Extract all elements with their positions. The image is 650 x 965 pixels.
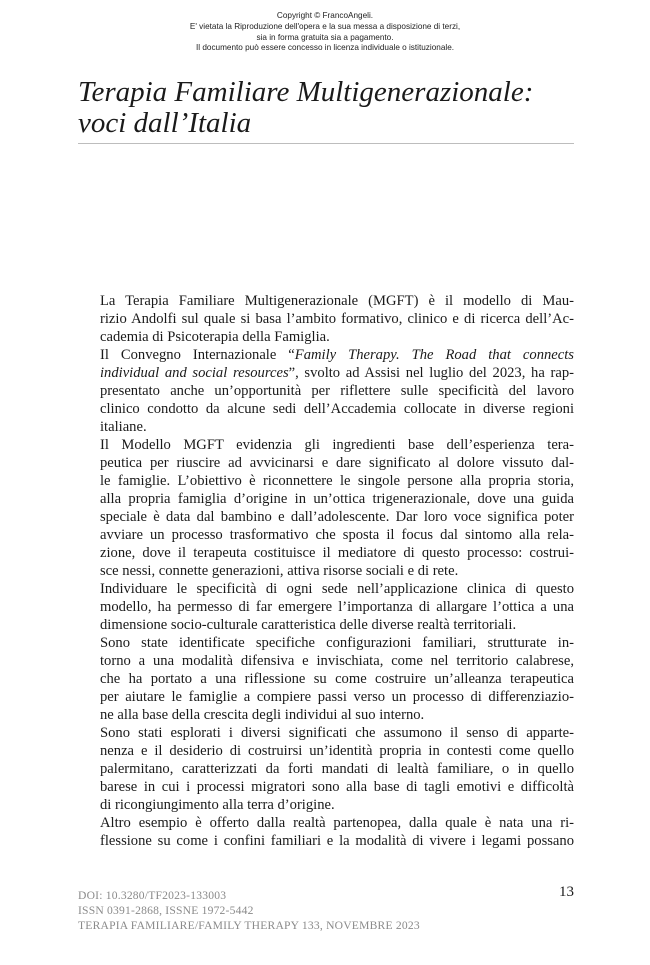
issn-line: ISSN 0391-2868, ISSNE 1972-5442 — [78, 904, 254, 917]
text-line: palermitano, caratterizzati da forti mandati di lealtà familiare, o in quello — [100, 761, 574, 777]
text-line: dimensione socio-culturale caratteristica delle diverse realtà territoriali. — [100, 617, 517, 633]
text-line: di ricongiungimento alla terra d’origine. — [100, 797, 335, 813]
copyright-line: sia in forma gratuita sia a pagamento. — [256, 32, 394, 42]
page-footer — [78, 888, 574, 933]
text-line: per aiutare le famiglie a compiere passi verso un processo di differenziazio- — [100, 689, 574, 705]
text-line: La Terapia Familiare Multigenerazionale (MGFT) è il modello di Mau- — [100, 293, 574, 309]
journal-line: TERAPIA FAMILIARE/FAMILY THERAPY 133, NOVEMBRE 2023 — [78, 919, 420, 932]
text-line: Altro esempio è offerto dalla realtà partenopea, dalla quale è nata una ri- — [100, 815, 574, 831]
text-line: Individuare le specificità di ogni sede nell’applicazione clinica di questo — [100, 581, 574, 597]
paragraph — [78, 436, 574, 580]
italic-run: individual and social resources — [100, 365, 289, 381]
doi-line: DOI: 10.3280/TF2023-133003 — [78, 889, 227, 902]
text-line: italiane. — [100, 419, 147, 435]
title-line: voci dall’Italia — [78, 107, 252, 139]
copyright-notice — [0, 11, 650, 54]
article-title — [78, 77, 578, 139]
paragraph — [78, 814, 574, 850]
italic-run: Family Therapy. The Road that connects — [294, 347, 574, 363]
text-line: avviare un processo trasformativo che sposta il focus dal sintomo alla rela- — [100, 527, 574, 543]
title-line: Terapia Familiare Multigenerazionale: — [78, 76, 534, 108]
text-line: modello, ha permesso di far emergere l’importanza di allargare l’ottica a una — [100, 599, 574, 615]
page-number: 13 — [559, 884, 574, 900]
text-line: barese in cui i processi migratori sono alla base di tagli emotivi e difficoltà — [100, 779, 574, 795]
text-line: zione, dove il terapeuta costituisce il mediatore di questo processo: costrui- — [100, 545, 574, 561]
text-line — [78, 364, 574, 382]
text-line: Sono state identificate specifiche configurazioni familiari, strutturate in- — [100, 635, 574, 651]
article-body — [78, 292, 574, 850]
paragraph — [78, 292, 574, 346]
text-run: ”, svolto ad Assisi nel luglio del 2023, ha rap- — [288, 365, 574, 381]
text-line: le famiglie. L’obiettivo è riconnettere le singole persone alla propria storia, — [100, 473, 574, 489]
paragraph — [78, 346, 574, 436]
text-line: nenza e il desiderio di costruirsi un’identità propria in contesti come quello — [100, 743, 574, 759]
text-line: clinico condotto da alcune sedi dell’Accademia collocate in diverse regioni — [100, 401, 574, 417]
text-line: peutica per riuscire ad avvicinarsi e dare significato al dolore vissuto dal- — [100, 455, 574, 471]
text-line: Sono stati esplorati i diversi significati che assumono il senso di apparte- — [100, 725, 574, 741]
paragraph — [78, 580, 574, 634]
text-line — [78, 346, 574, 364]
text-line: flessione su come i confini familiari e la modalità di vivere i legami possano — [100, 833, 574, 849]
text-line: torno a una modalità difensiva e invischiata, come nel territorio calabrese, — [100, 653, 574, 669]
text-line: sce nessi, connette generazioni, attiva risorse sociali e di rete. — [100, 563, 459, 579]
text-line: speciale è data dal bambino e dall’adolescente. Dar loro voce significa poter — [100, 509, 574, 525]
copyright-line: Il documento può essere concesso in licenza individuale o istituzionale. — [195, 43, 455, 53]
text-line: Il Modello MGFT evidenzia gli ingredienti base dell’esperienza tera- — [100, 437, 574, 453]
copyright-line: E' vietata la Riproduzione dell'opera e la sua messa a disposizione di terzi, — [189, 21, 461, 31]
text-line: alla propria famiglia d’origine in un’ottica trigenerazionale, dove una guida — [100, 491, 574, 507]
paragraph — [78, 724, 574, 814]
text-line: rizio Andolfi sul quale si basa l’ambito formativo, clinico e di ricerca dell’Ac- — [100, 311, 574, 327]
text-line: ne alla base della crescita degli individui al suo interno. — [100, 707, 425, 723]
text-line: presentato anche un’opportunità per riflettere sulle specificità del lavoro — [100, 383, 574, 399]
copyright-line: Copyright © FrancoAngeli. — [276, 11, 374, 20]
paragraph — [78, 634, 574, 724]
title-divider — [78, 143, 574, 144]
text-run: Il Convegno Internazionale “ — [100, 347, 295, 363]
text-line: che ha portato a una riflessione su come costruire un’alleanza terapeutica — [100, 671, 574, 687]
text-line: cademia di Psicoterapia della Famiglia. — [100, 329, 330, 345]
